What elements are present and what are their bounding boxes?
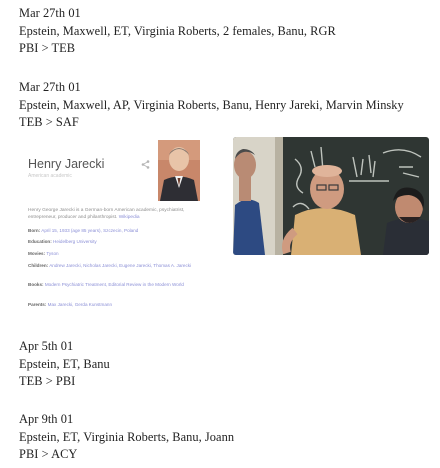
kp-fact-value[interactable]: Max Jarecki, Gerda Kunstmann <box>47 302 113 307</box>
kp-wikipedia-link[interactable]: Wikipedia <box>118 214 140 220</box>
entry-date: Apr 9th 01 <box>19 412 74 426</box>
entry-date: Mar 27th 01 <box>19 6 81 20</box>
log-entry <box>19 79 429 132</box>
kp-description-text: Henry George Jarecki is a German-born American academic, psychiatrist, entrepreneur, producer and philanthropist. <box>28 208 185 220</box>
log-entry <box>19 5 429 58</box>
kp-fact-value[interactable]: April 15, 1933 (age 85 years), Szczecin, Poland <box>41 228 139 233</box>
entry-route: TEB > PBI <box>19 374 76 388</box>
kp-fact-label: Born: <box>28 228 41 233</box>
entry-route: PBI > TEB <box>19 41 76 55</box>
share-icon[interactable] <box>141 160 150 171</box>
kp-fact-education <box>28 239 200 245</box>
kp-fact-label: Parents: <box>28 302 47 307</box>
kp-fact-children <box>28 263 200 269</box>
entry-route: TEB > SAF <box>19 115 79 129</box>
whiteboard-photo <box>233 137 429 255</box>
entry-passengers: Epstein, Maxwell, ET, Virginia Roberts, 2 females, Banu, RGR <box>19 23 336 38</box>
log-entry <box>19 338 429 391</box>
entry-passengers: Epstein, Maxwell, AP, Virginia Roberts, Banu, Henry Jareki, Marvin Minsky <box>19 97 404 112</box>
knowledge-panel <box>21 140 211 320</box>
kp-fact-value[interactable]: Heidelberg University <box>53 239 97 244</box>
kp-fact-label: Movies: <box>28 251 46 256</box>
entry-date: Apr 5th 01 <box>19 339 74 353</box>
kp-fact-value[interactable]: Andrew Jarecki, Nicholas Jarecki, Eugene Jarecki, Thomas A. Jarecki <box>49 263 192 268</box>
entry-passengers: Epstein, ET, Virginia Roberts, Banu, Joann <box>19 429 235 444</box>
kp-name: Henry Jarecki <box>28 157 105 171</box>
portrait-photo <box>158 140 200 201</box>
share-icon-glyph <box>141 160 150 169</box>
log-entry <box>19 411 429 464</box>
kp-fact-label: Education: <box>28 239 52 244</box>
entry-date: Mar 27th 01 <box>19 80 81 94</box>
kp-fact-books <box>28 282 200 288</box>
entry-passengers: Epstein, ET, Banu <box>19 356 110 371</box>
kp-fact-value[interactable]: Tyson <box>46 251 59 256</box>
kp-fact-label: Books: <box>28 282 44 287</box>
kp-fact-label: Children: <box>28 263 49 268</box>
kp-fact-born <box>28 228 200 234</box>
kp-description <box>28 208 198 221</box>
kp-fact-movies <box>28 251 200 257</box>
kp-subtitle: American academic <box>28 173 72 179</box>
kp-fact-parents <box>28 302 200 308</box>
entry-route: PBI > ACY <box>19 447 78 461</box>
kp-fact-value[interactable]: Modern Psychiatric Treatment, Editorial Review in the Modern World <box>44 282 184 287</box>
